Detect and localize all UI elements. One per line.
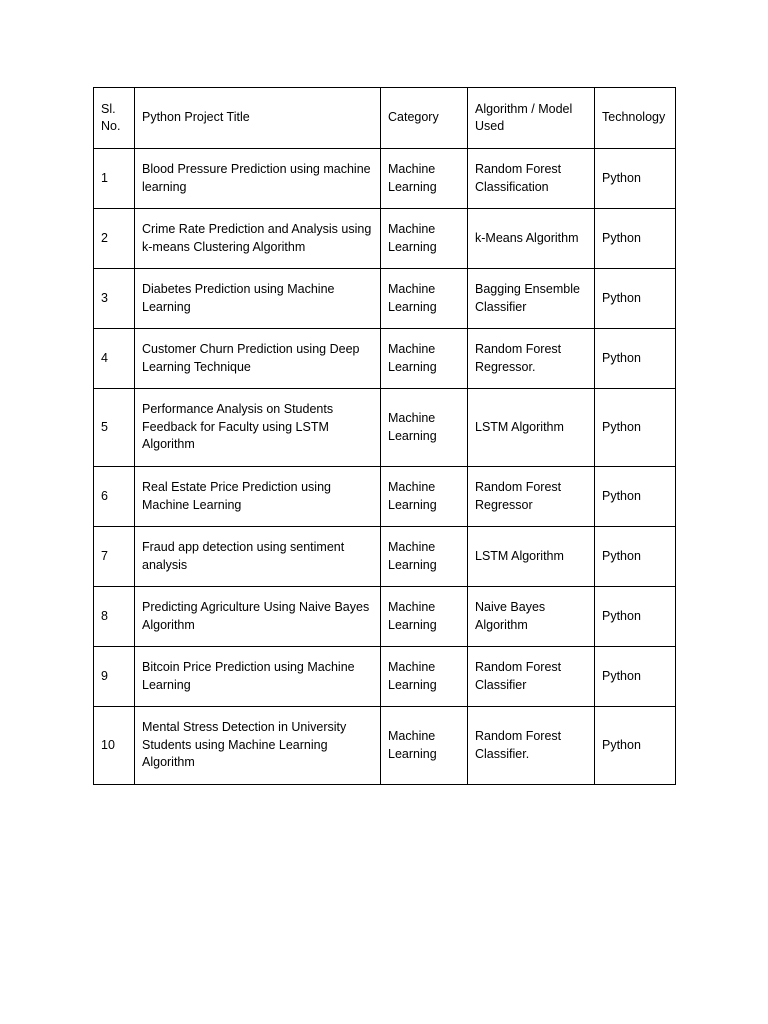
cell-sl-no: 4 — [94, 329, 135, 389]
cell-project-title: Mental Stress Detection in University Students using Machine Learning Algorithm — [135, 707, 381, 785]
cell-technology: Python — [595, 149, 676, 209]
cell-sl-no: 10 — [94, 707, 135, 785]
cell-algorithm: Random Forest Regressor — [468, 467, 595, 527]
cell-project-title: Performance Analysis on Students Feedback for Faculty using LSTM Algorithm — [135, 389, 381, 467]
table-row — [94, 149, 676, 209]
cell-project-title: Blood Pressure Prediction using machine learning — [135, 149, 381, 209]
cell-project-title: Customer Churn Prediction using Deep Learning Technique — [135, 329, 381, 389]
cell-project-title: Fraud app detection using sentiment analysis — [135, 527, 381, 587]
cell-technology: Python — [595, 527, 676, 587]
cell-category: Machine Learning — [381, 647, 468, 707]
cell-category: Machine Learning — [381, 209, 468, 269]
cell-sl-no: 7 — [94, 527, 135, 587]
cell-technology: Python — [595, 269, 676, 329]
cell-category: Machine Learning — [381, 707, 468, 785]
cell-algorithm: LSTM Algorithm — [468, 527, 595, 587]
cell-sl-no: 9 — [94, 647, 135, 707]
cell-project-title: Real Estate Price Prediction using Machine Learning — [135, 467, 381, 527]
cell-project-title: Bitcoin Price Prediction using Machine Learning — [135, 647, 381, 707]
header-sl-no: Sl. No. — [94, 88, 135, 149]
cell-sl-no: 5 — [94, 389, 135, 467]
cell-project-title: Diabetes Prediction using Machine Learning — [135, 269, 381, 329]
cell-algorithm: Random Forest Classifier — [468, 647, 595, 707]
cell-sl-no: 2 — [94, 209, 135, 269]
cell-project-title: Crime Rate Prediction and Analysis using k-means Clustering Algorithm — [135, 209, 381, 269]
table-row — [94, 209, 676, 269]
cell-technology: Python — [595, 467, 676, 527]
cell-algorithm: Random Forest Classification — [468, 149, 595, 209]
cell-algorithm: Random Forest Regressor. — [468, 329, 595, 389]
cell-project-title: Predicting Agriculture Using Naive Bayes Algorithm — [135, 587, 381, 647]
table-header-row — [94, 88, 676, 149]
cell-category: Machine Learning — [381, 467, 468, 527]
cell-algorithm: k-Means Algorithm — [468, 209, 595, 269]
header-project-title: Python Project Title — [135, 88, 381, 149]
header-category: Category — [381, 88, 468, 149]
table-row — [94, 647, 676, 707]
cell-technology: Python — [595, 389, 676, 467]
cell-sl-no: 3 — [94, 269, 135, 329]
table-row — [94, 269, 676, 329]
cell-category: Machine Learning — [381, 329, 468, 389]
table-row — [94, 389, 676, 467]
cell-technology: Python — [595, 209, 676, 269]
cell-category: Machine Learning — [381, 269, 468, 329]
cell-technology: Python — [595, 647, 676, 707]
cell-sl-no: 8 — [94, 587, 135, 647]
cell-category: Machine Learning — [381, 527, 468, 587]
cell-category: Machine Learning — [381, 149, 468, 209]
cell-algorithm: LSTM Algorithm — [468, 389, 595, 467]
table-row — [94, 467, 676, 527]
projects-table — [93, 87, 676, 785]
cell-technology: Python — [595, 587, 676, 647]
cell-technology: Python — [595, 707, 676, 785]
cell-technology: Python — [595, 329, 676, 389]
table-row — [94, 587, 676, 647]
cell-category: Machine Learning — [381, 389, 468, 467]
header-technology: Technology — [595, 88, 676, 149]
header-algorithm: Algorithm / Model Used — [468, 88, 595, 149]
cell-algorithm: Random Forest Classifier. — [468, 707, 595, 785]
table-row — [94, 329, 676, 389]
cell-sl-no: 6 — [94, 467, 135, 527]
cell-category: Machine Learning — [381, 587, 468, 647]
cell-algorithm: Bagging Ensemble Classifier — [468, 269, 595, 329]
table-row — [94, 527, 676, 587]
cell-sl-no: 1 — [94, 149, 135, 209]
cell-algorithm: Naive Bayes Algorithm — [468, 587, 595, 647]
table-row — [94, 707, 676, 785]
